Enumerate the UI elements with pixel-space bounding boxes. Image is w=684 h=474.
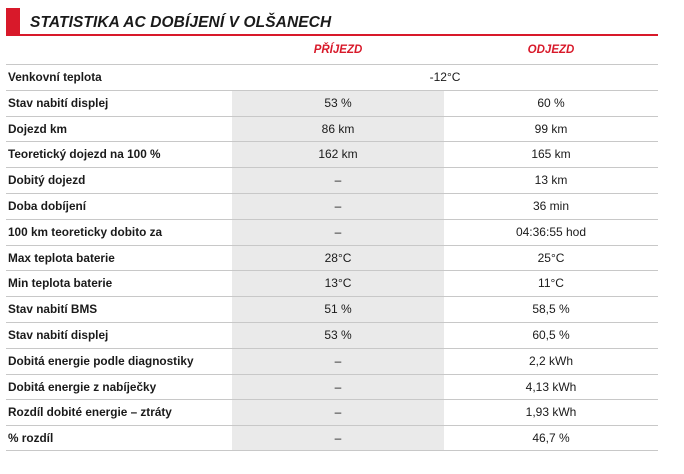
row-value-departure: 165 km [531,147,571,162]
row-label: 100 km teoreticky dobito za [8,224,163,239]
row-value-departure: 36 min [532,198,570,213]
table-row-outdoor-temp [6,64,658,90]
row-value-arrival: – [232,349,444,374]
table-row [6,193,658,219]
table-row [6,245,658,271]
row-label: Max teplota baterie [8,250,115,265]
row-value-arrival: – [232,400,444,425]
row-label: Teoretický dojezd na 100 % [8,147,161,162]
column-header-departure: ODJEZD [527,44,575,56]
row-label: Dobitý dojezd [8,173,86,188]
title-underline [20,34,658,36]
table-row [6,141,658,167]
row-label: Doba dobíjení [8,198,86,213]
page-title: STATISTIKA AC DOBÍJENÍ V OLŠANECH [30,14,332,31]
row-value-arrival: 51 % [232,297,444,322]
row-value-departure: 25°C [537,250,565,265]
table-row [6,322,658,348]
row-value-departure: 46,7 % [532,431,570,446]
row-value-departure: 1,93 kWh [525,405,577,420]
table-row [6,399,658,425]
title-accent-block [6,8,20,36]
table-title-bar [6,8,658,38]
row-value-arrival: 53 % [232,323,444,348]
row-value-arrival: – [232,220,444,245]
row-label: Venkovní teplota [8,70,102,84]
table-row [6,270,658,296]
row-value-departure: 04:36:55 hod [515,224,587,239]
table-row [6,90,658,116]
row-value-departure: 58,5 % [532,302,570,317]
row-value-arrival: – [232,426,444,450]
row-value-arrival: – [232,168,444,193]
row-label: Dojezd km [8,121,67,136]
table-row [6,374,658,400]
row-value-departure: 60 % [537,95,565,110]
row-value-departure: 2,2 kWh [528,353,573,368]
row-value-arrival: 28°C [232,246,444,271]
row-label: Dobitá energie z nabíječky [8,379,157,394]
row-label: Stav nabití displej [8,95,109,110]
row-value-departure: 11°C [538,276,564,291]
row-value-shared: -12°C [429,70,461,84]
row-value-departure: 99 km [534,121,568,136]
row-value-arrival: 53 % [232,91,444,116]
row-value-departure: 4,13 kWh [525,379,577,394]
row-value-arrival: 13°C [232,271,444,296]
column-header-arrival: PŘÍJEZD [313,44,363,56]
row-value-arrival: – [232,375,444,400]
row-label: % rozdíl [8,431,54,446]
row-value-departure: 13 km [534,173,568,188]
row-value-arrival: 86 km [232,117,444,142]
row-value-departure: 60,5 % [532,327,570,342]
row-label: Stav nabití displej [8,327,109,342]
row-label: Dobitá energie podle diagnostiky [8,353,194,368]
table-row [6,296,658,322]
table-row [6,425,658,451]
charging-stats-table [6,40,658,451]
table-row [6,219,658,245]
table-row [6,348,658,374]
row-label: Rozdíl dobité energie – ztráty [8,405,172,420]
row-value-arrival: – [232,194,444,219]
table-row [6,116,658,142]
row-label: Stav nabití BMS [8,302,98,317]
row-value-arrival: 162 km [232,142,444,167]
table-header-row [6,40,658,64]
row-label: Min teplota baterie [8,276,113,291]
table-row [6,167,658,193]
